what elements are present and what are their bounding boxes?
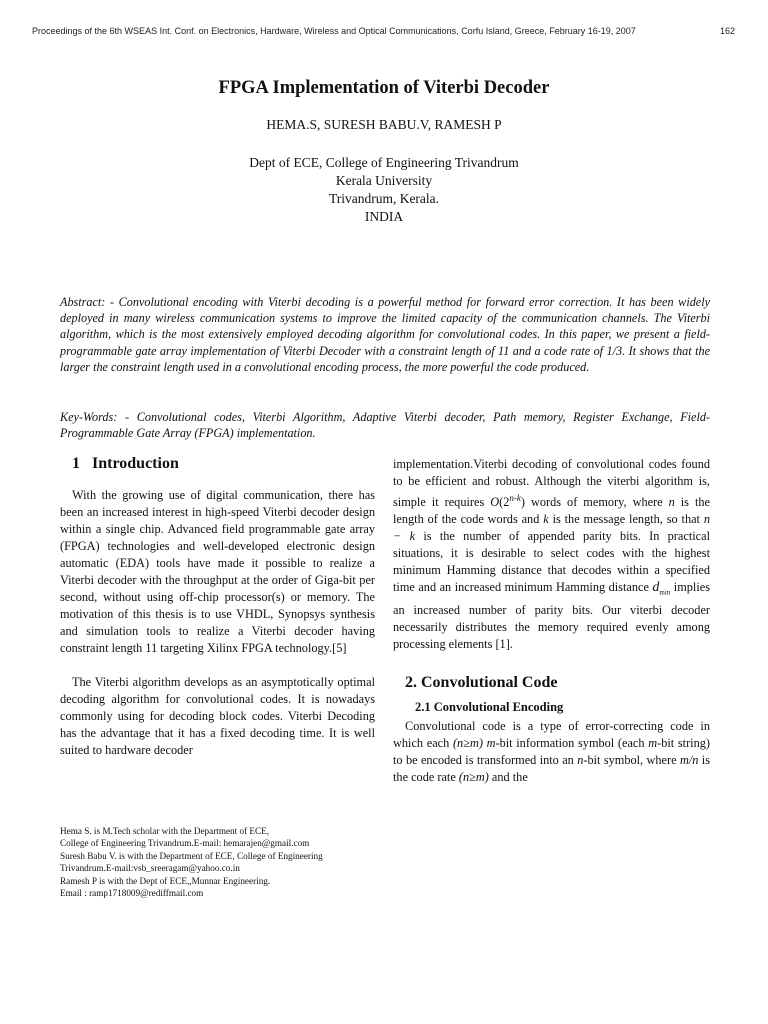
- exponent: n-k: [509, 493, 521, 503]
- n-minus-k: n − k: [393, 512, 710, 544]
- d-subscript: min: [659, 588, 671, 597]
- s2-n-ge-m-2: (n≥m): [458, 769, 489, 784]
- intro-continuation: [393, 456, 710, 653]
- s2-text-1: Convolutional code is a type of error-correcting code in which each: [393, 718, 710, 750]
- intro-paragraph-2: The Viterbi algorithm develops as an asymptotically optimal decoding algorithm for convolutional codes. It is nowadays commonly using for decoding block codes. Viterbi Decoding has the advantage that it has a fixed decoding time. It is well suited to hardware decoder: [60, 675, 375, 757]
- section-1-number: 1: [72, 455, 80, 472]
- s2-text-6: is the code rate: [393, 752, 710, 784]
- affiliation-university: Kerala University: [335, 173, 433, 188]
- abstract: Abstract: - Convolutional encoding with Viterbi decoding is a powerful method for forward error correction. It has been widely deployed in many wireless communication systems to improve the limited capacity of the communication channels. The Viterbi algorithm, which is the most extensively employed decoding algorithm for convolutional codes. In this paper, we present a field-programmable gate array implementation of Viterbi Decoder with a constraint length of 11 and a code rate of 1/3. It shows that the larger the constraint length used in a convolutional encoding process, the more powerful the code produced.: [60, 295, 710, 374]
- footnote-line: Trivandrum.E-mail:vsb_sreeragam@yahoo.co.in: [60, 863, 240, 874]
- proceedings-line: Proceedings of the 6th WSEAS Int. Conf. on Electronics, Hardware, Wireless and Optical Communications, Corfu Island, Greece, February 16-19, 2007: [32, 26, 636, 36]
- s2-text-7: and the: [488, 769, 528, 784]
- page-number: 162: [720, 26, 736, 36]
- affiliation-city: Trivandrum, Kerala.: [328, 191, 440, 206]
- section-2-1-heading: 2.1 Convolutional Encoding: [415, 699, 564, 714]
- affiliation-block: [0, 154, 768, 226]
- big-o: O: [490, 495, 500, 510]
- s2-m-1: m: [486, 735, 496, 750]
- s2-n: n: [577, 752, 584, 767]
- section-2-heading: 2. Convolutional Code: [405, 673, 558, 691]
- section-2-paragraph: [393, 718, 710, 786]
- s2-text-3: -bit information symbol (each: [495, 735, 649, 750]
- var-d: d: [652, 580, 660, 596]
- s2-text-5: -bit symbol, where: [583, 752, 680, 767]
- cont-text-1: implementation.Viterbi decoding of convolutional codes found to be efficient and robust. Although the viterbi algorithm is, simple it requires: [393, 457, 710, 510]
- footnote-line: Suresh Babu V. is with the Department of ECE, College of Engineering: [60, 850, 323, 861]
- base-two: (2: [499, 495, 510, 510]
- s2-n-ge-m-1: (n≥m): [452, 735, 483, 750]
- s2-code-rate: m/n: [679, 752, 699, 767]
- section-1-title: Introduction: [92, 455, 179, 472]
- cont-text-5: is the number of appended parity bits. In practical situations, it is desirable to select codes with the highest minimum Hamming distance that decodes within a specified time and an increased minimum Hamming distance: [393, 529, 710, 595]
- keywords: Key-Words: - Convolutional codes, Viterbi Algorithm, Adaptive Viterbi decoder, Path memory, Register Exchange, Field-Programmable Gate Array (FPGA) implementation.: [60, 410, 710, 441]
- footnote-line: Hema S. is M.Tech scholar with the Department of ECE,: [60, 826, 270, 836]
- var-k: k: [543, 512, 549, 527]
- cont-text-6: implies an increased number of parity bits. Our viterbi decoder necessarily distributes the memory required evenly among processing elements [1].: [393, 580, 710, 651]
- footnote-line: Email : ramp1718009@rediffmail.com: [60, 888, 204, 899]
- affiliation-dept: Dept of ECE, College of Engineering Trivandrum: [249, 155, 519, 170]
- var-n: n: [668, 495, 675, 510]
- close-paren: ): [520, 495, 525, 510]
- author-footnote: [60, 825, 400, 899]
- cont-text-2: words of memory, where: [525, 495, 669, 510]
- left-column: [60, 455, 375, 759]
- paper-authors: HEMA.S, SURESH BABU.V, RAMESH P: [266, 117, 502, 132]
- affiliation-country: INDIA: [364, 209, 404, 224]
- s2-m-2: m: [648, 735, 658, 750]
- intro-paragraph-1: With the growing use of digital communication, there has been an increased interest in high-speed Viterbi decoder design within a single chip. Advanced field programmable gate array (FPGA) technologies and well-developed electronic design automatic (EDA) tools have made it possible to realize a Viterbi decoder with the throughput at the order of Giga-bit per second, without using off-chip processor(s) or memory. The motivation of this thesis is to use VHDL, Synopsys synthesis and simulation tools to realize a Viterbi decoder having constraint length 11 targeting Xilinx FPGA technology.[5]: [60, 488, 375, 655]
- footnote-line: College of Engineering Trivandrum.E-mail: hemarajen@gmail.com: [60, 838, 310, 849]
- cont-text-4: is the message length, so that: [548, 512, 704, 527]
- section-1-heading: [72, 455, 375, 472]
- right-column: [393, 456, 710, 786]
- paper-title: FPGA Implementation of Viterbi Decoder: [218, 78, 550, 98]
- footnote-line: Ramesh P is with the Dept of ECE,,Munnar Engineering.: [60, 875, 271, 886]
- s2-text-4: -bit string) to be encoded is transformed into an: [393, 735, 710, 767]
- cont-text-3: is the length of the code words and: [393, 495, 710, 527]
